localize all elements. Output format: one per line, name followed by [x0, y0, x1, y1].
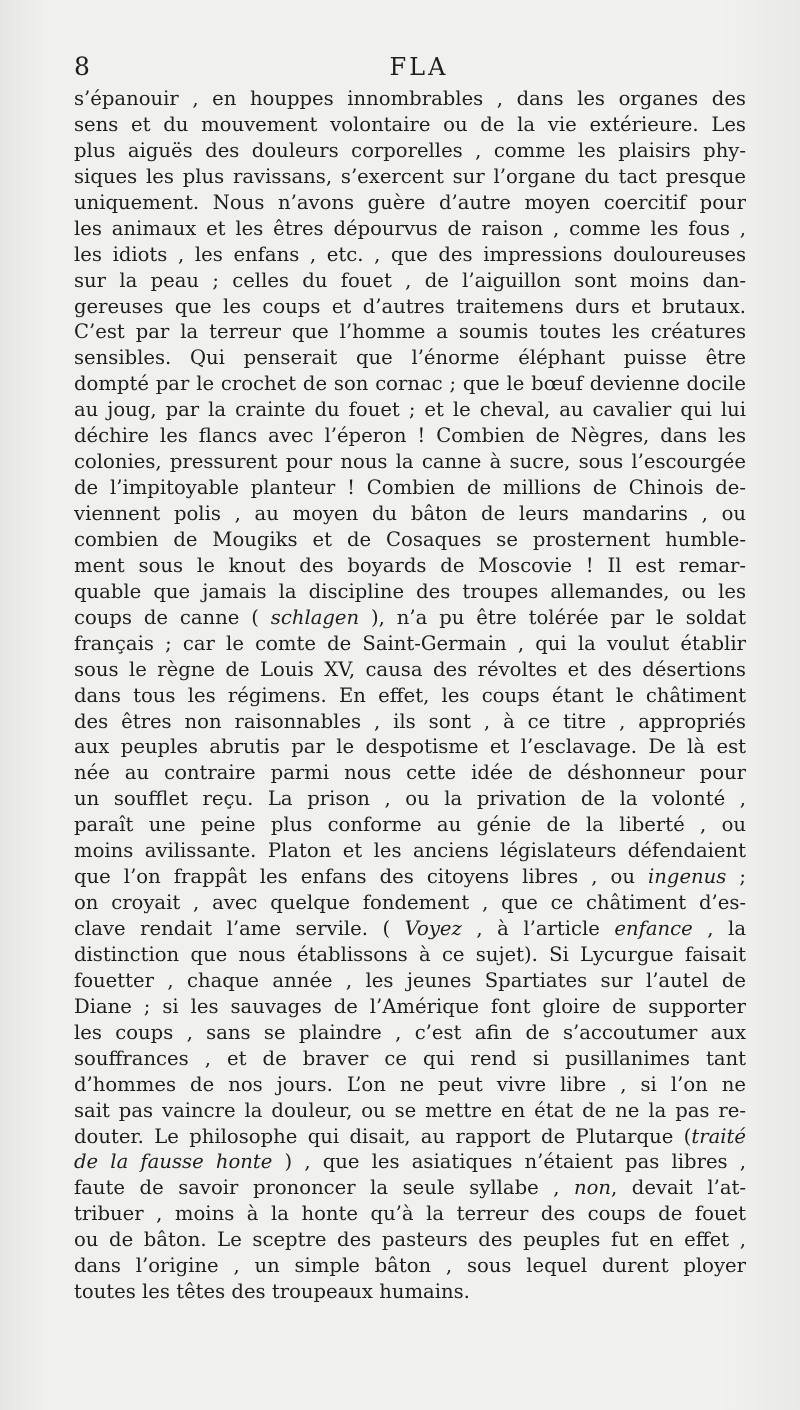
text-segment: Diane ; si les sauvages de l’Amérique font gloire de supporter — [74, 994, 746, 1018]
text-segment: ou de bâton. Le sceptre des pasteurs des peuples fut en effet , — [74, 1228, 746, 1252]
text-line — [74, 864, 746, 890]
text-line — [74, 423, 746, 449]
text-line — [74, 1227, 746, 1253]
text-line — [74, 1149, 746, 1175]
text-line — [74, 371, 746, 397]
text-segment: , devait l’at- — [611, 1176, 746, 1200]
text-line — [74, 1201, 746, 1227]
text-segment: née au contraire parmi nous cette idée de déshonneur pour — [74, 761, 746, 785]
text-line — [74, 890, 746, 916]
text-segment: gereuses que les coups et d’autres traitemens durs et brutaux. — [74, 294, 746, 318]
text-line — [74, 1279, 746, 1305]
text-line — [74, 1046, 746, 1072]
text-segment: quable que jamais la discipline des troupes allemandes, ou les — [74, 579, 746, 603]
text-segment: dans l’origine , un simple bâton , sous lequel durent ployer — [74, 1254, 746, 1278]
text-segment: un soufflet reçu. La prison , ou la privation de la volonté , — [74, 787, 746, 811]
text-line — [74, 1020, 746, 1046]
italic-text: Voyez — [404, 917, 462, 940]
text-line — [74, 319, 746, 345]
text-segment: plus aiguës des douleurs corporelles , comme les plaisirs phy- — [74, 138, 746, 162]
text-line — [74, 1072, 746, 1098]
italic-text: de la fausse honte — [74, 1150, 273, 1174]
text-line — [74, 138, 746, 164]
text-line — [74, 786, 746, 812]
text-line — [74, 631, 746, 657]
text-line — [74, 605, 746, 631]
text-segment: , la — [692, 917, 746, 940]
text-line — [74, 86, 746, 112]
text-line — [74, 216, 746, 242]
text-line — [74, 449, 746, 475]
text-segment: dompté par le crochet de son cornac ; que le bœuf devienne docile — [74, 372, 746, 396]
text-segment: distinction que nous établissons à ce sujet). Si Lycurgue faisait — [74, 942, 746, 966]
text-segment: clave rendait l’ame servile. ( — [74, 917, 405, 940]
text-line — [74, 994, 746, 1020]
text-segment: paraît une peine plus conforme au génie de la liberté , ou — [74, 813, 746, 837]
text-line — [74, 112, 746, 138]
text-segment: toutes les têtes des troupeaux humains. — [74, 1280, 470, 1304]
text-line — [74, 475, 746, 501]
text-line — [74, 760, 746, 786]
text-segment: sur la peau ; celles du fouet , de l’aiguillon sont moins dan- — [74, 268, 746, 292]
italic-text: schlagen — [270, 605, 360, 629]
text-segment: C’est par la terreur que l’homme a soumis toutes les créatures — [74, 320, 746, 344]
text-segment: ; — [726, 865, 746, 889]
text-line — [74, 553, 746, 579]
text-line — [74, 164, 746, 190]
text-line — [74, 942, 746, 968]
text-line — [74, 190, 746, 216]
text-segment: viennent polis , au moyen du bâton de leurs mandarins , ou — [74, 502, 746, 525]
text-segment: ) , que les asiatiques n’étaient pas libres , — [272, 1150, 746, 1174]
text-segment: faute de savoir prononcer la seule syllabe , — [74, 1176, 574, 1200]
text-segment: que l’on frappât les enfans des citoyens libres , ou — [74, 865, 649, 889]
text-line — [74, 294, 746, 320]
text-segment: des êtres non raisonnables , ils sont , à ce titre , appropriés — [74, 709, 746, 733]
text-segment: déchire les flancs avec l’éperon ! Combien de Nègres, dans les — [74, 424, 746, 448]
text-line — [74, 734, 746, 760]
running-head: FLA — [389, 53, 449, 81]
text-segment: douter. Le philosophe qui disait, au rapport de Plutarque ( — [74, 1124, 692, 1148]
italic-text: ingenus — [648, 865, 727, 889]
text-segment: dans tous les régimens. En effet, les coups étant le châtiment — [74, 683, 746, 707]
text-line — [74, 683, 746, 709]
text-segment: d’hommes de nos jours. L’on ne peut vivre libre , si l’on ne — [74, 1072, 746, 1096]
text-line — [74, 268, 746, 294]
page-number: 8 — [74, 52, 90, 81]
text-line — [74, 709, 746, 735]
text-line — [74, 501, 746, 527]
text-line — [74, 1175, 746, 1201]
text-segment: uniquement. Nous n’avons guère d’autre moyen coercitif pour — [74, 190, 746, 214]
text-segment: coups de canne ( — [74, 605, 271, 629]
text-line — [74, 1124, 746, 1150]
text-line — [74, 812, 746, 838]
text-line — [74, 397, 746, 423]
text-segment: colonies, pressurent pour nous la canne à sucre, sous l’escourgée — [74, 450, 746, 474]
text-segment: tribuer , moins à la honte qu’à la terreur des coups de fouet — [74, 1202, 746, 1226]
body-text — [74, 86, 746, 1305]
text-line — [74, 657, 746, 683]
text-segment: sensibles. Qui penserait que l’énorme éléphant puisse être — [74, 346, 746, 370]
text-segment: de l’impitoyable planteur ! Combien de millions de Chinois de- — [74, 476, 746, 500]
text-segment: les animaux et les êtres dépourvus de raison , comme les fous , — [74, 216, 746, 240]
text-segment: sait pas vaincre la douleur, ou se mettre en état de ne la pas re- — [74, 1098, 746, 1122]
page-header — [74, 52, 764, 82]
text-segment: sens et du mouvement volontaire ou de la vie extérieure. Les — [74, 112, 746, 136]
text-segment: aux peuples abrutis par le despotisme et l’esclavage. De là est — [74, 735, 746, 759]
text-segment: au joug, par la crainte du fouet ; et le cheval, au cavalier qui lui — [74, 398, 746, 422]
text-line — [74, 345, 746, 371]
text-line — [74, 1098, 746, 1124]
text-line — [74, 916, 746, 942]
text-line — [74, 968, 746, 994]
text-segment: français ; car le comte de Saint-Germain , qui la voulut établir — [74, 631, 746, 655]
italic-text: non — [573, 1176, 612, 1200]
text-segment: s’épanouir , en houppes innombrables , dans les organes des — [74, 87, 746, 110]
text-line — [74, 242, 746, 268]
text-segment: les idiots , les enfans , etc. , que des impressions douloureuses — [74, 242, 746, 266]
text-segment: siques les plus ravissans, s’exercent sur l’organe du tact presque — [74, 164, 746, 188]
text-segment: les coups , sans se plaindre , c’est afin de s’accoutumer aux — [74, 1020, 746, 1044]
text-line — [74, 527, 746, 553]
text-segment: sous le règne de Louis XV, causa des révoltes et des désertions — [74, 657, 746, 681]
text-segment: combien de Mougiks et de Cosaques se prosternent humble- — [74, 527, 746, 551]
text-segment: , à l’article — [461, 917, 615, 940]
italic-text: traité — [691, 1124, 746, 1148]
text-segment: on croyait , avec quelque fondement , que ce châtiment d’es- — [74, 891, 746, 915]
text-segment: fouetter , chaque année , les jeunes Spartiates sur l’autel de — [74, 968, 746, 992]
text-segment: ), n’a pu être tolérée par le soldat — [359, 605, 746, 629]
text-segment: moins avilissante. Platon et les anciens législateurs défendaient — [74, 839, 746, 863]
text-segment: souffrances , et de braver ce qui rend si pusillanimes tant — [74, 1046, 746, 1070]
text-line — [74, 838, 746, 864]
text-line — [74, 1253, 746, 1279]
text-segment: ment sous le knout des boyards de Moscovie ! Il est remar- — [74, 553, 746, 577]
text-line — [74, 579, 746, 605]
italic-text: enfance — [614, 917, 693, 940]
